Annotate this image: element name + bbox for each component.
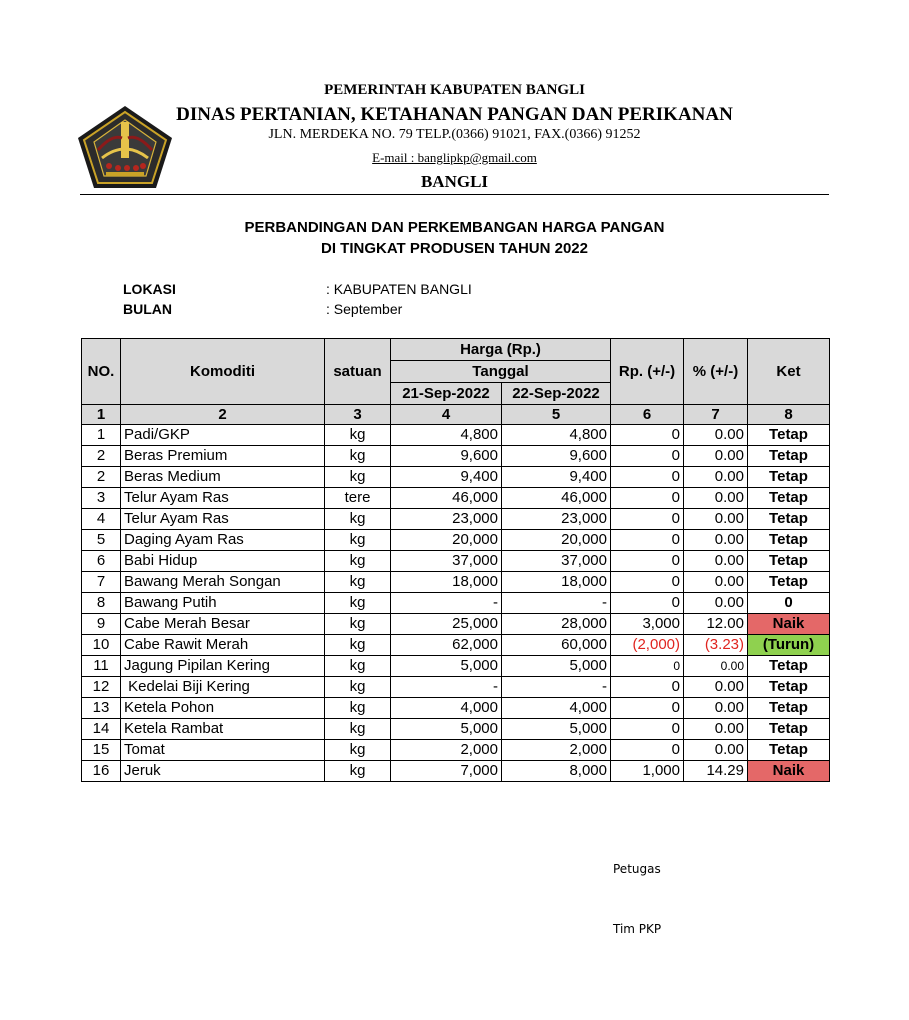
row-diff-pct: 0.00 <box>684 509 748 530</box>
row-commodity: Bawang Putih <box>121 593 325 614</box>
row-commodity: Telur Ayam Ras <box>121 488 325 509</box>
row-commodity: Telur Ayam Ras <box>121 509 325 530</box>
row-diff-rp: 0 <box>611 446 684 467</box>
row-no: 5 <box>82 530 121 551</box>
row-diff-rp: 0 <box>611 719 684 740</box>
row-ket: Tetap <box>748 719 830 740</box>
row-price-date2: 46,000 <box>502 488 611 509</box>
row-commodity: Babi Hidup <box>121 551 325 572</box>
row-price-date1: - <box>391 593 502 614</box>
row-ket: Tetap <box>748 677 830 698</box>
row-no: 7 <box>82 572 121 593</box>
row-unit: kg <box>325 572 391 593</box>
table-row <box>82 593 830 614</box>
row-unit: kg <box>325 530 391 551</box>
column-number: 8 <box>748 405 830 425</box>
row-ket: Tetap <box>748 698 830 719</box>
column-number: 1 <box>82 405 121 425</box>
row-commodity: Tomat <box>121 740 325 761</box>
row-price-date1: 18,000 <box>391 572 502 593</box>
row-diff-pct: 0.00 <box>684 677 748 698</box>
office-address: JLN. MERDEKA NO. 79 TELP.(0366) 91021, FAX.(0366) 91252 <box>268 127 641 142</box>
row-diff-rp: 0 <box>611 509 684 530</box>
row-commodity: Beras Premium <box>121 446 325 467</box>
row-commodity: Ketela Pohon <box>121 698 325 719</box>
department-name: DINAS PERTANIAN, KETAHANAN PANGAN DAN PERIKANAN <box>176 104 733 125</box>
row-ket: Tetap <box>748 572 830 593</box>
row-no: 1 <box>82 425 121 446</box>
header-no: NO. <box>82 339 121 405</box>
row-ket: Tetap <box>748 656 830 677</box>
row-diff-pct: 0.00 <box>684 446 748 467</box>
row-price-date1: 25,000 <box>391 614 502 635</box>
office-city: BANGLI <box>420 172 489 191</box>
row-ket: Tetap <box>748 530 830 551</box>
report-title-line2: DI TINGKAT PRODUSEN TAHUN 2022 <box>321 240 588 257</box>
row-diff-rp: 0 <box>611 488 684 509</box>
location-label: LOKASI <box>123 281 176 297</box>
row-price-date2: 4,000 <box>502 698 611 719</box>
row-price-date2: 28,000 <box>502 614 611 635</box>
row-diff-rp: (2,000) <box>611 635 684 656</box>
row-diff-rp: 0 <box>611 677 684 698</box>
row-diff-rp: 0 <box>611 698 684 719</box>
row-diff-pct: 12.00 <box>684 614 748 635</box>
row-diff-rp: 0 <box>611 740 684 761</box>
row-price-date2: 37,000 <box>502 551 611 572</box>
row-price-date2: 23,000 <box>502 509 611 530</box>
row-no: 12 <box>82 677 121 698</box>
row-commodity: Cabe Rawit Merah <box>121 635 325 656</box>
row-price-date2: 5,000 <box>502 656 611 677</box>
government-name: PEMERINTAH KABUPATEN BANGLI <box>324 82 585 98</box>
office-email: E-mail : banglipkp@gmail.com <box>372 150 537 165</box>
header-diff-pct: % (+/-) <box>684 339 748 405</box>
row-no: 15 <box>82 740 121 761</box>
row-no: 16 <box>82 761 121 782</box>
row-unit: kg <box>325 740 391 761</box>
row-ket: Tetap <box>748 425 830 446</box>
table-row <box>82 509 830 530</box>
row-no: 13 <box>82 698 121 719</box>
row-diff-rp: 0 <box>611 530 684 551</box>
row-unit: kg <box>325 467 391 488</box>
row-commodity: Ketela Rambat <box>121 719 325 740</box>
row-diff-pct: 0.00 <box>684 656 748 677</box>
row-price-date2: 2,000 <box>502 740 611 761</box>
header-diff-rp: Rp. (+/-) <box>611 339 684 405</box>
row-ket-turun-badge: (Turun) <box>748 635 830 656</box>
row-diff-pct: 0.00 <box>684 593 748 614</box>
row-diff-pct: 0.00 <box>684 530 748 551</box>
table-row <box>82 530 830 551</box>
row-ket: Tetap <box>748 740 830 761</box>
header-unit: satuan <box>325 339 391 405</box>
row-commodity: Daging Ayam Ras <box>121 530 325 551</box>
table-row <box>82 740 830 761</box>
report-title-line1: PERBANDINGAN DAN PERKEMBANGAN HARGA PANGAN <box>244 219 665 236</box>
table-row <box>82 446 830 467</box>
row-unit: kg <box>325 425 391 446</box>
header-ket: Ket <box>748 339 830 405</box>
row-unit: kg <box>325 446 391 467</box>
team-label: Tim PKP <box>613 922 662 936</box>
row-ket-naik-badge: Naik <box>748 614 830 635</box>
row-ket: Tetap <box>748 509 830 530</box>
row-no: 14 <box>82 719 121 740</box>
row-diff-rp: 3,000 <box>611 614 684 635</box>
row-price-date2: 8,000 <box>502 761 611 782</box>
table-row <box>82 761 830 782</box>
row-price-date1: 7,000 <box>391 761 502 782</box>
row-diff-pct: 0.00 <box>684 467 748 488</box>
row-unit: kg <box>325 698 391 719</box>
row-commodity: Cabe Merah Besar <box>121 614 325 635</box>
row-commodity: Bawang Merah Songan <box>121 572 325 593</box>
row-no: 9 <box>82 614 121 635</box>
row-diff-rp: 0 <box>611 593 684 614</box>
table-row <box>82 698 830 719</box>
row-diff-pct: 0.00 <box>684 425 748 446</box>
row-ket: 0 <box>748 593 830 614</box>
row-commodity: Beras Medium <box>121 467 325 488</box>
row-price-date1: 4,000 <box>391 698 502 719</box>
row-unit: kg <box>325 593 391 614</box>
letterhead-divider <box>80 194 829 195</box>
table-row <box>82 635 830 656</box>
row-price-date1: 20,000 <box>391 530 502 551</box>
month-label: BULAN <box>123 301 172 317</box>
row-diff-rp: 0 <box>611 551 684 572</box>
row-price-date2: 9,400 <box>502 467 611 488</box>
row-price-date1: 9,400 <box>391 467 502 488</box>
table-row <box>82 719 830 740</box>
price-comparison-table <box>81 338 830 782</box>
column-number: 6 <box>611 405 684 425</box>
row-diff-pct: 0.00 <box>684 572 748 593</box>
table-row <box>82 677 830 698</box>
column-number: 3 <box>325 405 391 425</box>
row-unit: kg <box>325 509 391 530</box>
row-unit: kg <box>325 635 391 656</box>
row-price-date2: 4,800 <box>502 425 611 446</box>
row-ket-naik-badge: Naik <box>748 761 830 782</box>
table-row <box>82 425 830 446</box>
row-commodity: Jagung Pipilan Kering <box>121 656 325 677</box>
row-unit: kg <box>325 761 391 782</box>
row-price-date2: - <box>502 593 611 614</box>
row-diff-pct: (3.23) <box>684 635 748 656</box>
row-no: 2 <box>82 467 121 488</box>
row-price-date1: 5,000 <box>391 656 502 677</box>
row-diff-pct: 0.00 <box>684 488 748 509</box>
table-row <box>82 614 830 635</box>
row-ket: Tetap <box>748 446 830 467</box>
row-no: 11 <box>82 656 121 677</box>
column-number: 7 <box>684 405 748 425</box>
row-no: 6 <box>82 551 121 572</box>
row-unit: kg <box>325 656 391 677</box>
row-diff-rp: 0 <box>611 656 684 677</box>
header-date1: 21-Sep-2022 <box>391 383 502 405</box>
row-no: 4 <box>82 509 121 530</box>
row-unit: kg <box>325 719 391 740</box>
row-price-date2: 18,000 <box>502 572 611 593</box>
row-ket: Tetap <box>748 488 830 509</box>
column-number: 5 <box>502 405 611 425</box>
row-diff-pct: 0.00 <box>684 551 748 572</box>
row-price-date2: 9,600 <box>502 446 611 467</box>
row-ket: Tetap <box>748 467 830 488</box>
row-price-date2: 20,000 <box>502 530 611 551</box>
row-diff-rp: 0 <box>611 467 684 488</box>
row-no: 2 <box>82 446 121 467</box>
row-price-date1: 37,000 <box>391 551 502 572</box>
row-price-date1: 46,000 <box>391 488 502 509</box>
officer-label: Petugas <box>613 862 661 876</box>
row-no: 3 <box>82 488 121 509</box>
row-commodity: Jeruk <box>121 761 325 782</box>
location-value: : KABUPATEN BANGLI <box>326 281 472 297</box>
row-diff-rp: 0 <box>611 425 684 446</box>
row-price-date2: 5,000 <box>502 719 611 740</box>
table-row <box>82 572 830 593</box>
table-row <box>82 551 830 572</box>
month-value: : September <box>326 301 403 317</box>
table-row <box>82 488 830 509</box>
row-diff-pct: 0.00 <box>684 698 748 719</box>
header-date2: 22-Sep-2022 <box>502 383 611 405</box>
header-date: Tanggal <box>391 361 611 383</box>
header-price: Harga (Rp.) <box>391 339 611 361</box>
row-diff-pct: 0.00 <box>684 719 748 740</box>
row-no: 10 <box>82 635 121 656</box>
row-diff-rp: 0 <box>611 572 684 593</box>
row-unit: kg <box>325 677 391 698</box>
row-price-date2: - <box>502 677 611 698</box>
row-price-date1: 4,800 <box>391 425 502 446</box>
table-row <box>82 656 830 677</box>
column-number: 4 <box>391 405 502 425</box>
row-price-date1: 23,000 <box>391 509 502 530</box>
row-unit: tere <box>325 488 391 509</box>
row-price-date1: 2,000 <box>391 740 502 761</box>
row-ket: Tetap <box>748 551 830 572</box>
row-no: 8 <box>82 593 121 614</box>
row-unit: kg <box>325 551 391 572</box>
header-commodity: Komoditi <box>121 339 325 405</box>
row-unit: kg <box>325 614 391 635</box>
table-row <box>82 467 830 488</box>
row-price-date2: 60,000 <box>502 635 611 656</box>
row-diff-pct: 0.00 <box>684 740 748 761</box>
row-commodity: Kedelai Biji Kering <box>121 677 325 698</box>
column-number: 2 <box>121 405 325 425</box>
row-price-date1: 5,000 <box>391 719 502 740</box>
row-price-date1: 62,000 <box>391 635 502 656</box>
row-commodity: Padi/GKP <box>121 425 325 446</box>
row-price-date1: 9,600 <box>391 446 502 467</box>
row-diff-pct: 14.29 <box>684 761 748 782</box>
row-price-date1: - <box>391 677 502 698</box>
row-diff-rp: 1,000 <box>611 761 684 782</box>
